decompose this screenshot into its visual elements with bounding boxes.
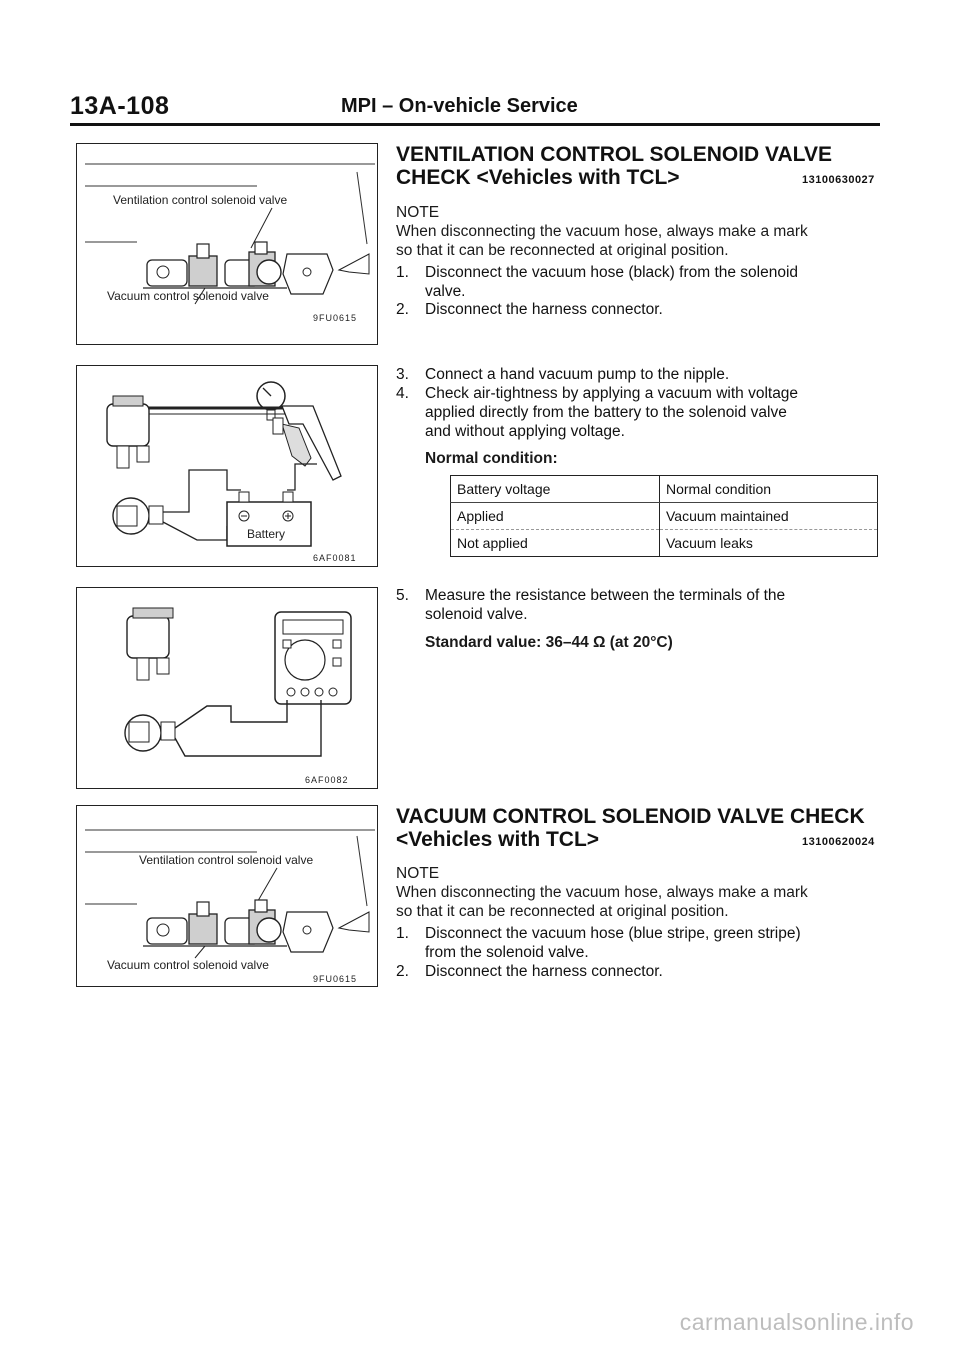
- step-number: 5.: [396, 587, 409, 604]
- section1-note-label: NOTE: [396, 204, 440, 221]
- section2-step-1: [396, 924, 881, 962]
- step-text-cont: applied directly from the battery to the solenoid valve: [425, 404, 787, 421]
- section-title: MPI – On-vehicle Service: [341, 95, 578, 117]
- section1-note-line1: When disconnecting the vacuum hose, always make a mark: [396, 223, 808, 240]
- table-cell: Not applied: [451, 530, 660, 557]
- step-number: 4.: [396, 385, 409, 402]
- step-number: 2.: [396, 963, 409, 980]
- section1-heading-line1: VENTILATION CONTROL SOLENOID VALVE: [396, 143, 832, 166]
- step-text-cont: from the solenoid valve.: [425, 944, 589, 961]
- section2-step-2: [396, 962, 881, 981]
- step-text: Disconnect the harness connector.: [425, 301, 663, 318]
- normal-condition-label: Normal condition:: [425, 450, 558, 467]
- standard-value: Standard value: 36–44 Ω (at 20°C): [425, 634, 673, 651]
- section2-heading-line2: <Vehicles with TCL>: [396, 828, 600, 851]
- step-number: 3.: [396, 366, 409, 383]
- step-text: Check air-tightness by applying a vacuum with voltage: [425, 385, 799, 402]
- step-text: Connect a hand vacuum pump to the nipple.: [425, 366, 730, 383]
- fig4-label-vacuum: Vacuum control solenoid valve: [107, 958, 269, 972]
- figure-solenoid-valves-2: [76, 805, 378, 987]
- normal-condition-table: [450, 475, 878, 557]
- section2-note-label: NOTE: [396, 865, 440, 882]
- header-rule: [70, 123, 880, 126]
- fig4-label-ventilation: Ventilation control solenoid valve: [139, 853, 314, 867]
- table-cell: Vacuum maintained: [660, 503, 878, 530]
- step-number: 1.: [396, 264, 409, 281]
- fig1-label-vacuum: Vacuum control solenoid valve: [107, 289, 269, 303]
- figure-vacuum-pump-battery: [76, 365, 378, 567]
- step-text-cont2: and without applying voltage.: [425, 423, 625, 440]
- table-header-condition: Normal condition: [660, 476, 878, 503]
- fig1-code: 9FU0615: [313, 313, 358, 323]
- section1-step-5: [396, 586, 881, 624]
- section1-step-4: [396, 384, 881, 441]
- section1-note-line2: so that it can be reconnected at original position.: [396, 242, 729, 259]
- step-number: 2.: [396, 301, 409, 318]
- section2-note-line1: When disconnecting the vacuum hose, always make a mark: [396, 884, 808, 901]
- figure-solenoid-valves-1: [76, 143, 378, 345]
- table-header-battery: Battery voltage: [451, 476, 660, 503]
- watermark: carmanualsonline.info: [679, 1309, 914, 1335]
- table-cell: Vacuum leaks: [660, 530, 878, 557]
- step-text-cont: solenoid valve.: [425, 606, 528, 623]
- section1-step-2: [396, 300, 881, 319]
- section1-heading-line2: CHECK <Vehicles with TCL>: [396, 166, 680, 189]
- fig2-code: 6AF0081: [313, 553, 357, 563]
- fig4-code: 9FU0615: [313, 974, 358, 984]
- fig1-label-ventilation: Ventilation control solenoid valve: [113, 193, 288, 207]
- battery-label: Battery: [247, 527, 286, 541]
- step-text: Measure the resistance between the terminals of the: [425, 587, 786, 604]
- section2-ref-code: 13100620024: [802, 836, 875, 848]
- figure-ohmmeter: [76, 587, 378, 789]
- section1-ref-code: 13100630027: [802, 174, 875, 186]
- step-text: Disconnect the harness connector.: [425, 963, 663, 980]
- step-text: Disconnect the vacuum hose (blue stripe, green stripe): [425, 925, 801, 942]
- table-cell: Applied: [451, 503, 660, 530]
- step-number: 1.: [396, 925, 409, 942]
- section1-step-1: [396, 263, 881, 301]
- section2-heading-line1: VACUUM CONTROL SOLENOID VALVE CHECK: [396, 805, 865, 828]
- section1-step-3: [396, 365, 881, 384]
- section2-note-line2: so that it can be reconnected at original position.: [396, 903, 729, 920]
- step-text-cont: valve.: [425, 283, 466, 300]
- step-text: Disconnect the vacuum hose (black) from the solenoid: [425, 264, 799, 281]
- page-number: 13A-108: [70, 92, 170, 120]
- fig3-code: 6AF0082: [305, 775, 349, 785]
